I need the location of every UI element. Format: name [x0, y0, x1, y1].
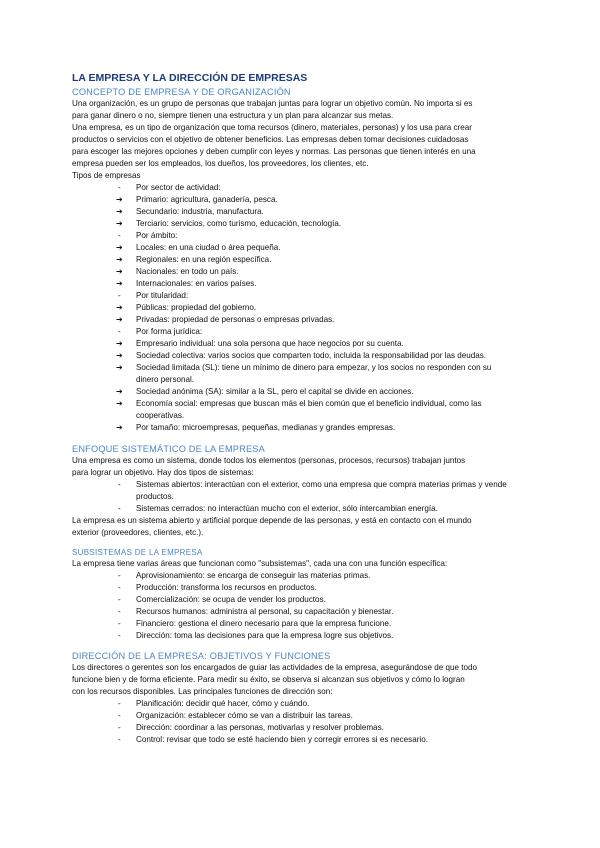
list-item — [72, 350, 540, 362]
list-item-text: Control: revisar que todo se esté haciendo bien y corregir errores si es necesario. — [136, 735, 428, 744]
list-item-text: Planificación: decidir qué hacer, cómo y cuándo. — [136, 699, 310, 708]
arrow-bullet-icon: ➔ — [116, 423, 123, 432]
arrow-bullet-icon: ➔ — [116, 315, 123, 324]
arrow-bullet-icon: ➔ — [116, 363, 123, 372]
list-item-text: Economía social: empresas que buscan más el bien común que el beneficio individual, como las — [136, 399, 482, 408]
list-item — [72, 278, 540, 290]
section-heading-systemic: ENFOQUE SISTEMÁTICO DE LA EMPRESA — [72, 444, 265, 454]
list-item — [72, 182, 540, 194]
list-item — [72, 618, 540, 630]
list-item — [72, 338, 540, 350]
list-item-text: Financiero: gestiona el dinero necesario para que la empresa funcione. — [136, 619, 392, 628]
paragraph-line: empresa pueden ser los empleados, los dueños, los proveedores, los clientes, etc. — [72, 159, 369, 168]
document-title: LA EMPRESA Y LA DIRECCIÓN DE EMPRESAS — [72, 72, 308, 84]
paragraph-line: para ganar dinero o no, siempre tienen una estructura y un plan para alcanzar sus metas. — [72, 111, 394, 120]
list-item — [72, 266, 540, 278]
list-item-text: Por sector de actividad: — [136, 183, 221, 192]
arrow-bullet-icon: ➔ — [116, 219, 123, 228]
arrow-bullet-icon: ➔ — [116, 195, 123, 204]
section-concept — [72, 86, 540, 434]
dash-bullet-icon: - — [118, 231, 121, 240]
section-systemic — [72, 443, 540, 539]
list-item-text: dinero personal. — [136, 375, 195, 384]
list-item — [72, 386, 540, 398]
list-item — [72, 422, 540, 434]
list-item — [72, 218, 540, 230]
paragraph-line: con los recursos disponibles. Las principales funciones de dirección son: — [72, 687, 333, 696]
list-item-text: Regionales: en una región específica. — [136, 255, 272, 264]
list-item-text: Primario: agricultura, ganadería, pesca. — [136, 195, 278, 204]
list-item — [72, 206, 540, 218]
list-item-text: Recursos humanos: administra al personal, su capacitación y bienestar. — [136, 607, 394, 616]
list-item — [72, 410, 540, 422]
list-item — [72, 630, 540, 642]
arrow-bullet-icon: ➔ — [116, 243, 123, 252]
list-item — [72, 374, 540, 386]
list-item-text: Nacionales: en todo un país. — [136, 267, 239, 276]
list-item — [72, 606, 540, 618]
dash-bullet-icon: - — [118, 583, 121, 592]
list-item-text: productos. — [136, 492, 174, 501]
list-item-text: Por forma jurídica: — [136, 327, 203, 336]
list-item — [72, 290, 540, 302]
list-item — [72, 503, 540, 515]
list-item — [72, 362, 540, 374]
dash-bullet-icon: - — [118, 327, 121, 336]
system-types-list — [72, 479, 540, 515]
list-item-text: Por titularidad: — [136, 291, 189, 300]
dash-bullet-icon: - — [118, 183, 121, 192]
list-item — [72, 479, 540, 491]
management-functions-list — [72, 698, 540, 746]
list-item — [72, 734, 540, 746]
list-item — [72, 710, 540, 722]
list-item — [72, 698, 540, 710]
list-item-text: Sistemas abiertos: interactúan con el exterior, como una empresa que compra materias primas y vende — [136, 480, 507, 489]
list-item — [72, 326, 540, 338]
arrow-bullet-icon: ➔ — [116, 351, 123, 360]
section-subsystems — [72, 547, 540, 642]
arrow-bullet-icon: ➔ — [116, 279, 123, 288]
list-item-text: Por tamaño: microempresas, pequeñas, medianas y grandes empresas. — [136, 423, 396, 432]
list-item — [72, 314, 540, 326]
subsystems-list — [72, 570, 540, 642]
types-label: Tipos de empresas — [72, 171, 141, 180]
dash-bullet-icon: - — [118, 595, 121, 604]
list-item — [72, 722, 540, 734]
arrow-bullet-icon: ➔ — [116, 207, 123, 216]
list-item-text: Dirección: toma las decisiones para que la empresa logre sus objetivos. — [136, 631, 394, 640]
dash-bullet-icon: - — [118, 699, 121, 708]
list-item-text: Secundario: industria, manufactura. — [136, 207, 264, 216]
paragraph-line: funcione bien y de forma eficiente. Para medir su éxito, se observa si alcanzan sus objetivos y cómo lo logran — [72, 675, 465, 684]
arrow-bullet-icon: ➔ — [116, 399, 123, 408]
dash-bullet-icon: - — [118, 571, 121, 580]
list-item-text: Sistemas cerrados: no interactúan mucho con el exterior, sólo intercambian energía. — [136, 504, 438, 513]
list-item-text: Sociedad colectiva: varios socios que comparten todo, incluida la responsabilidad por las deudas. — [136, 351, 487, 360]
list-item — [72, 242, 540, 254]
dash-bullet-icon: - — [118, 619, 121, 628]
dash-bullet-icon: - — [118, 711, 121, 720]
list-item-text: Locales: en una ciudad o área pequeña. — [136, 243, 281, 252]
section-heading-management: DIRECCIÓN DE LA EMPRESA: OBJETIVOS Y FUNCIONES — [72, 651, 331, 661]
list-item — [72, 570, 540, 582]
list-item-text: Organización: establecer cómo se van a distribuir las tareas. — [136, 711, 353, 720]
list-item-text: Dirección: coordinar a las personas, motivarlas y resolver problemas. — [136, 723, 384, 732]
list-item-text: Sociedad limitada (SL): tiene un mínimo de dinero para empezar, y los socios no responden con su — [136, 363, 492, 372]
list-item-text: Por ámbito: — [136, 231, 178, 240]
arrow-bullet-icon: ➔ — [116, 339, 123, 348]
list-item-text: Aprovisionamiento: se encarga de conseguir las materias primas. — [136, 571, 371, 580]
paragraph-line: Los directores o gerentes son los encargados de guiar las actividades de la empresa, asegurándose de que todo — [72, 663, 477, 672]
arrow-bullet-icon: ➔ — [116, 267, 123, 276]
paragraph-line: para lograr un objetivo. Hay dos tipos de sistemas: — [72, 468, 254, 477]
list-item-text: Públicas: propiedad del gobierno. — [136, 303, 257, 312]
dash-bullet-icon: - — [118, 504, 121, 513]
dash-bullet-icon: - — [118, 631, 121, 640]
dash-bullet-icon: - — [118, 735, 121, 744]
list-item-text: Comercialización: se ocupa de vender los productos. — [136, 595, 326, 604]
list-item — [72, 398, 540, 410]
section-heading-concept: CONCEPTO DE EMPRESA Y DE ORGANIZACIÓN — [72, 87, 291, 97]
paragraph-line: exterior (proveedores, clientes, etc.). — [72, 528, 204, 537]
list-item — [72, 491, 540, 503]
arrow-bullet-icon: ➔ — [116, 387, 123, 396]
list-item — [72, 254, 540, 266]
list-item — [72, 230, 540, 242]
list-item — [72, 594, 540, 606]
list-item-text: Empresario individual: una sola persona que hace negocios por su cuenta. — [136, 339, 404, 348]
paragraph-line: productos o servicios con el objetivo de obtener beneficios. Las empresas deben tomar decisiones cuidadosas — [72, 135, 469, 144]
list-item-text: cooperativas. — [136, 411, 185, 420]
list-item-text: Sociedad anónima (SA): similar a la SL, pero el capital se divide en acciones. — [136, 387, 414, 396]
list-item-text: Producción: transforma los recursos en productos. — [136, 583, 317, 592]
list-item — [72, 302, 540, 314]
section-heading-subsystems: SUBSISTEMAS DE LA EMPRESA — [72, 548, 203, 557]
arrow-bullet-icon: ➔ — [116, 303, 123, 312]
paragraph-line: La empresa tiene varias áreas que funcionan como "subsistemas", cada una con una función específica: — [72, 559, 448, 568]
dash-bullet-icon: - — [118, 480, 121, 489]
dash-bullet-icon: - — [118, 291, 121, 300]
company-types-list — [72, 182, 540, 434]
list-item-text: Terciario: servicios, como turismo, educación, tecnología. — [136, 219, 342, 228]
list-item-text: Privadas: propiedad de personas o empresas privadas. — [136, 315, 335, 324]
arrow-bullet-icon: ➔ — [116, 255, 123, 264]
list-item — [72, 194, 540, 206]
dash-bullet-icon: - — [118, 607, 121, 616]
paragraph-line: Una organización, es un grupo de personas que trabajan juntas para lograr un objetivo común. No importa si es — [72, 99, 473, 108]
list-item — [72, 582, 540, 594]
paragraph-line: La empresa es un sistema abierto y artificial porque depende de las personas, y está en contacto con el mundo — [72, 516, 472, 525]
paragraph-line: para escoger las mejores opciones y deben cumplir con leyes y normas. Las personas que tienen interés en una — [72, 147, 476, 156]
list-item-text: Internacionales: en varios países. — [136, 279, 257, 288]
section-management — [72, 650, 540, 746]
paragraph-line: Una empresa, es un tipo de organización que toma recursos (dinero, materiales, personas) y los usa para crear — [72, 123, 472, 132]
dash-bullet-icon: - — [118, 723, 121, 732]
paragraph-line: Una empresa es como un sistema, donde todos los elementos (personas, procesos, recursos) trabajan juntos — [72, 456, 466, 465]
